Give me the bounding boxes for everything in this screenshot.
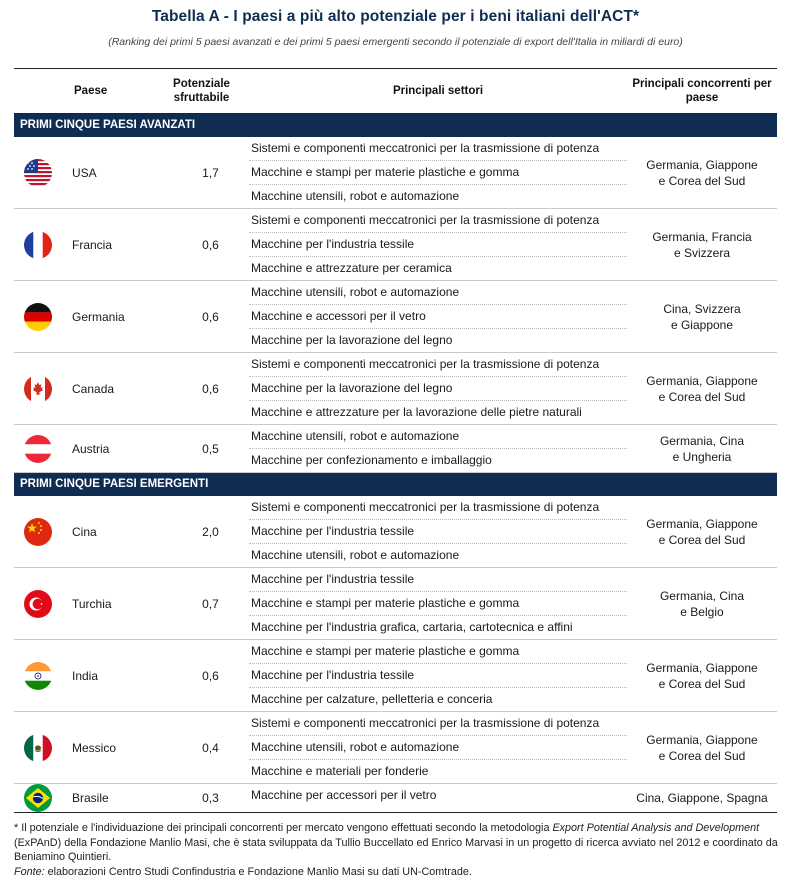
table-row [14, 496, 777, 568]
sector-item: Macchine e attrezzature per ceramica [251, 261, 452, 275]
table-header [14, 69, 777, 114]
competitors-text: Germania, Giappone e Corea del Sud [646, 157, 758, 188]
potential-value: 0,7 [202, 596, 219, 611]
table-subtitle: (Ranking dei primi 5 paesi avanzati e dei primi 5 paesi emergenti secondo il potenziale di export dell'Italia in miliardi di euro) [108, 36, 683, 48]
header-concorrenti: Principali concorrenti per paese [632, 78, 772, 104]
section-header: PRIMI CINQUE PAESI AVANZATI [14, 114, 777, 137]
sector-item: Sistemi e componenti meccatronici per la trasmissione di potenza [249, 353, 627, 377]
potential-value: 0,3 [202, 791, 219, 805]
competitors-text: Cina, Svizzera e Giappone [663, 301, 741, 332]
sector-item: Macchine e stampi per materie plastiche e gomma [249, 161, 627, 185]
table-row [14, 353, 777, 425]
competitors-cell [627, 640, 777, 711]
sector-list [249, 425, 627, 472]
competitors-cell [627, 496, 777, 567]
sector-list [249, 209, 627, 280]
sector-item: Macchine per l'industria tessile [249, 520, 627, 544]
sector-item: Macchine utensili, robot e automazione [249, 425, 627, 449]
sector-list [249, 353, 627, 424]
competitors-text: Germania, Giappone e Corea del Sud [646, 660, 758, 691]
country-name: Brasile [72, 791, 109, 805]
header-paese: Paese [74, 85, 108, 97]
table-row [14, 568, 777, 640]
sector-item: Macchine utensili, robot e automazione [249, 736, 627, 760]
sector-item: Macchine utensili, robot e automazione [249, 281, 627, 305]
footnote-method: Export Potential Analysis and Development [552, 822, 760, 834]
competitors-cell [627, 209, 777, 280]
sector-list [249, 640, 627, 711]
table-row [14, 281, 777, 353]
sector-item: Macchine e stampi per materie plastiche e gomma [249, 640, 627, 664]
competitors-text: Germania, Cina e Belgio [659, 588, 745, 619]
country-name: Germania [72, 309, 125, 324]
sector-list [249, 137, 627, 208]
sector-item: Sistemi e componenti meccatronici per la trasmissione di potenza [249, 712, 627, 736]
mexico-flag-icon [24, 734, 52, 762]
sector-item: Macchine per accessori per il vetro [251, 788, 437, 802]
section-header: PRIMI CINQUE PAESI EMERGENTI [14, 473, 777, 496]
sector-list [249, 281, 627, 352]
potential-value: 2,0 [202, 524, 219, 539]
competitors-text: Cina, Giappone, Spagna [636, 791, 768, 805]
sector-list [249, 712, 627, 783]
country-name: Canada [72, 381, 115, 396]
potential-value: 1,7 [202, 165, 219, 180]
sector-list [249, 496, 627, 567]
source-text: elaborazioni Centro Studi Confindustria e Fondazione Manlio Masi su dati UN-Comtrade. [44, 865, 472, 878]
sector-item: Macchine per calzature, pelletteria e conceria [251, 692, 493, 706]
competitors-text: Germania, Giappone e Corea del Sud [646, 516, 758, 547]
table-row [14, 640, 777, 712]
sector-item: Macchine e attrezzature per la lavorazione delle pietre naturali [251, 405, 582, 419]
source-label: Fonte: [14, 865, 45, 878]
sector-item: Macchine per la lavorazione del legno [251, 333, 453, 347]
header-potenziale: Potenziale sfruttabile [173, 78, 230, 104]
competitors-cell [627, 137, 777, 208]
potential-value: 0,6 [202, 309, 219, 324]
sector-item: Macchine utensili, robot e automazione [251, 548, 460, 562]
sector-item: Macchine utensili, robot e automazione [251, 189, 460, 203]
sector-item: Macchine per l'industria tessile [249, 233, 627, 257]
austria-flag-icon [24, 435, 52, 463]
france-flag-icon [24, 231, 52, 259]
competitors-text: Germania, Giappone e Corea del Sud [646, 732, 758, 763]
sector-item: Macchine e accessori per il vetro [249, 305, 627, 329]
india-flag-icon [24, 662, 52, 690]
country-name: USA [72, 165, 97, 180]
competitors-cell [627, 712, 777, 783]
header-settori: Principali settori [392, 85, 484, 97]
table-row [14, 209, 777, 281]
sector-list [249, 568, 627, 639]
country-name: Austria [72, 441, 110, 456]
potential-value: 0,6 [202, 237, 219, 252]
competitors-text: Germania, Francia e Svizzera [652, 229, 752, 260]
sector-item: Macchine per l'industria tessile [249, 568, 627, 592]
sector-list [249, 784, 627, 812]
country-name: Francia [72, 237, 113, 252]
competitors-text: Germania, Giappone e Corea del Sud [646, 373, 758, 404]
footnote-prefix: * Il potenziale e l'individuazione dei principali concorrenti per mercato vengono effettuati secondo la metodologia [14, 822, 553, 834]
sector-item: Macchine e stampi per materie plastiche e gomma [249, 592, 627, 616]
footnote [14, 821, 779, 879]
china-flag-icon [24, 518, 52, 546]
sector-item: Macchine per confezionamento e imballaggio [251, 453, 492, 467]
competitors-cell [627, 425, 777, 472]
competitors-text: Germania, Cina e Ungheria [659, 433, 745, 464]
sector-item: Sistemi e componenti meccatronici per la trasmissione di potenza [249, 496, 627, 520]
country-name: Messico [72, 740, 117, 755]
table-row [14, 784, 777, 813]
turkey-flag-icon [24, 590, 52, 618]
table-row [14, 712, 777, 784]
country-table [14, 68, 777, 813]
competitors-cell [627, 353, 777, 424]
competitors-cell [627, 784, 777, 812]
brazil-flag-icon [24, 784, 52, 812]
table-row [14, 137, 777, 209]
competitors-cell [627, 281, 777, 352]
sector-item: Sistemi e componenti meccatronici per la trasmissione di potenza [249, 209, 627, 233]
sector-item: Macchine per la lavorazione del legno [249, 377, 627, 401]
country-name: Turchia [72, 596, 112, 611]
sector-item: Macchine per l'industria tessile [249, 664, 627, 688]
potential-value: 0,4 [202, 740, 219, 755]
canada-flag-icon [24, 375, 52, 403]
competitors-cell [627, 568, 777, 639]
sector-item: Macchine per l'industria grafica, cartaria, cartotecnica e affini [251, 620, 573, 634]
country-name: India [72, 668, 99, 683]
country-name: Cina [72, 524, 97, 539]
footnote-suffix: (ExPAnD) della Fondazione Manlio Masi, che è stata sviluppata da Tullio Buccellato ed Enrico Marvasi in un progetto di ricerca avviato nel 2012 e coordinato da Beniamino Quintieri. [14, 836, 778, 863]
table-row [14, 425, 777, 473]
sector-item: Sistemi e componenti meccatronici per la trasmissione di potenza [249, 137, 627, 161]
potential-value: 0,6 [202, 381, 219, 396]
usa-flag-icon [24, 159, 52, 187]
potential-value: 0,5 [202, 441, 219, 456]
potential-value: 0,6 [202, 668, 219, 683]
sector-item: Macchine e materiali per fonderie [251, 764, 429, 778]
table-title: Tabella A - I paesi a più alto potenziale per i beni italiani dell'ACT* [151, 8, 640, 25]
germany-flag-icon [24, 303, 52, 331]
